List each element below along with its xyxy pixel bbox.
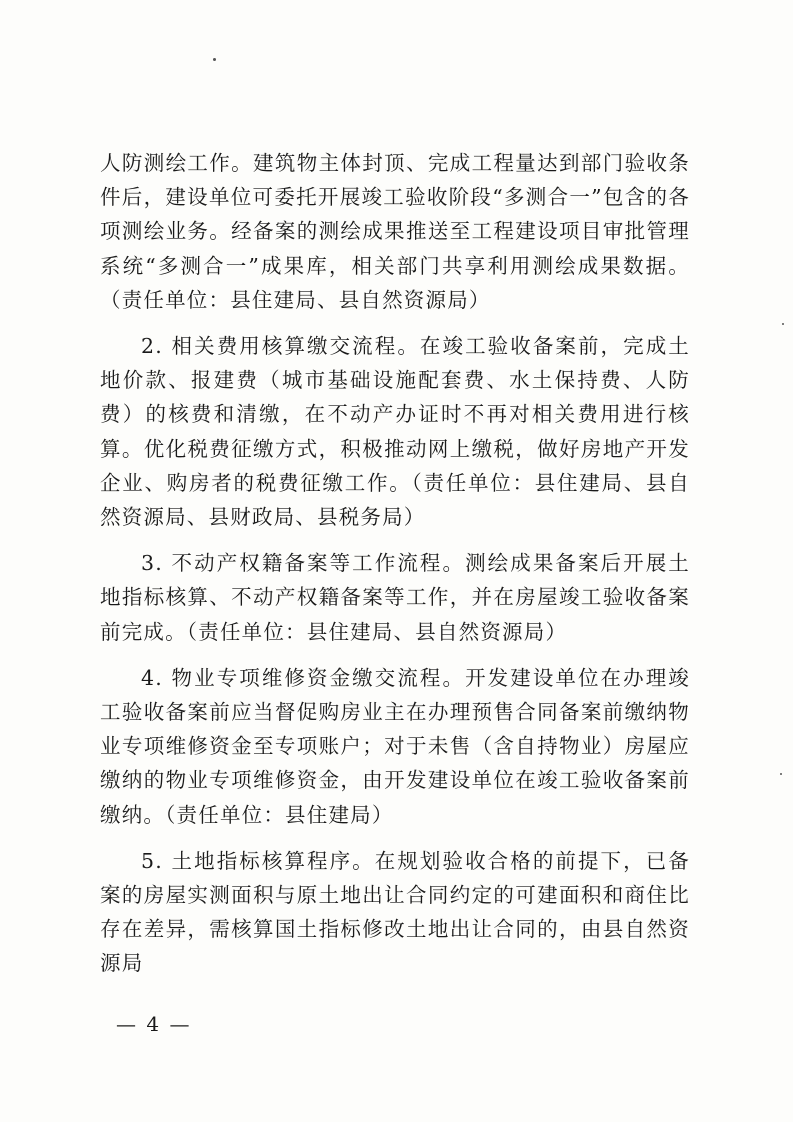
scan-speck bbox=[780, 773, 782, 775]
document-body bbox=[100, 146, 690, 981]
scan-speck bbox=[782, 323, 784, 325]
paragraph-continuation: 人防测绘工作。建筑物主体封顶、完成工程量达到部门验收条件后，建设单位可委托开展竣工验收阶段“多测合一”包含的各项测绘业务。经备案的测绘成果推送至工程建设项目审批管理系统“多测合一”成果库，相关部门共享利用测绘成果数据。（责任单位：县住建局、县自然资源局） bbox=[100, 151, 690, 312]
paragraph-item-4: 4. 物业专项维修资金缴交流程。开发建设单位在办理竣工验收备案前应当督促购房业主在办理预售合同备案前缴纳物业专项维修资金至专项账户；对于未售（含自持物业）房屋应缴纳的物业专项维修资金，由开发建设单位在竣工验收备案前缴纳。（责任单位：县住建局） bbox=[100, 665, 690, 827]
scan-speck bbox=[213, 58, 216, 61]
page-number: — 4 — bbox=[116, 1012, 192, 1036]
paragraph-item-5: 5. 土地指标核算程序。在规划验收合格的前提下，已备案的房屋实测面积与原土地出让合同约定的可建面积和商住比存在差异，需核算国土指标修改土地出让合同的，由县自然资源局 bbox=[100, 848, 690, 976]
paragraph-item-3: 3. 不动产权籍备案等工作流程。测绘成果备案后开展土地指标核算、不动产权籍备案等工作，并在房屋竣工验收备案前完成。（责任单位：县住建局、县自然资源局） bbox=[100, 551, 690, 644]
paragraph-item-2: 2. 相关费用核算缴交流程。在竣工验收备案前，完成土地价款、报建费（城市基础设施配套费、水土保持费、人防费）的核费和清缴，在不动产办证时不再对相关费用进行核算。优化税费征缴方式，积极推动网上缴税，做好房地产开发企业、购房者的税费征缴工作。（责任单位：县住建局、县自然资源局、县财政局、县税务局） bbox=[100, 334, 690, 530]
